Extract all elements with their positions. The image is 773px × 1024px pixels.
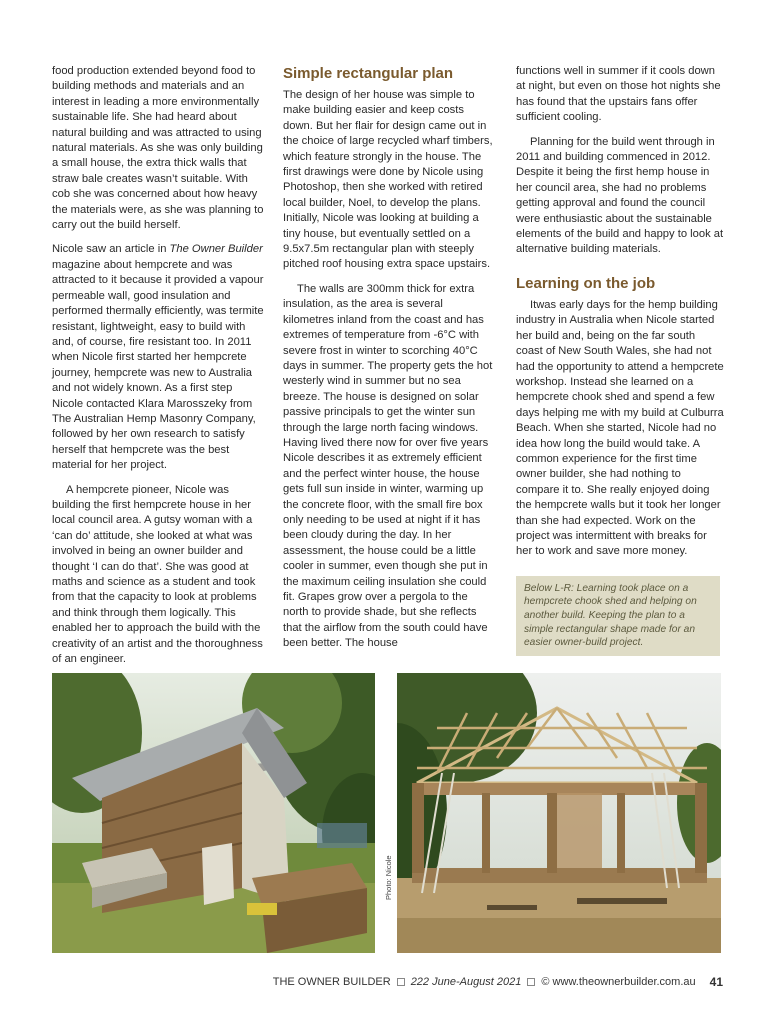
chook-shed-illustration [52, 673, 375, 953]
section-heading: Learning on the job [516, 274, 656, 292]
paragraph: A hempcrete pioneer, Nicole was building the first hempcrete house in her local council area. A gutsy woman with a ‘can do’ attitude, she looked at what was involved in being an owner builder and thought ‘I can do that’. She was good at maths and science as a student and took from that the capacity to look at problems and think through them logically. This enabled her to approach the build with the creativity of an artist and the thoroughness of an engineer. [52, 483, 263, 666]
magazine-title: THE OWNER BUILDER [272, 976, 391, 988]
website-link[interactable]: © www.theownerbuilder.com.au [541, 976, 696, 988]
paragraph: The walls are 300mm thick for extra insulation, as the area is several kilometres inland from the coast and has extremes of temperature from -6°C with severe frost in winter to scorching 40°C days in summer. The property gets the hot westerly wind in summer but no sea breeze. The house is designed on solar passive principals to get the winter sun through the large north facing windows. Having lived there now for over five years Nicole describes it as extremely efficient and the perfect winter house, the house gets full sun inside in winter, warming up the concrete floor, with the small fire box only needing to be used at night if it has been cloudy during the day. In her assessment, the house could be a little cooler in summer, even though she put in the maximum ceiling insulation she could fit. Grapes grow over a pergola to the north to provide shade, but she reflects that the airflow from the south could have been better. The house [283, 282, 493, 650]
photo-house-frame [397, 673, 721, 953]
paragraph: The design of her house was simple to make building easier and keep costs down. But her flair for design came out in the choice of large recycled wharf timbers, which feature strongly in the house. The first drawings were done by Nicole using Photoshop, then she worked with retired local builder, Noel, to develop the plans. Initially, Nicole was looking at building a tiny house, but eventually settled on a 9.5x7.5m rectangular plan with steeply pitched roof housing extra space upstairs. [283, 89, 493, 271]
magazine-name: The Owner Builder [169, 243, 263, 256]
photo-caption: Below L-R: Learning took place on a hempcrete chook shed and helping on another build. Keeping the plan to a simple rectangular shape made for an easier owner-build project. [516, 576, 720, 656]
separator-icon [527, 978, 535, 986]
paragraph: Planning for the build went through in 2011 and building commenced in 2012. Despite it being the first hemp house in her council area, she had no problems getting approval and found the council were enthusiastic about the sustainable elements of the build and happy to look at alternative building materials. [516, 135, 724, 256]
text-run: magazine about hempcrete and was attracted to it because it provided a vapour permeable wall, good insulation and performed thermally efficiently, was termite resistant, lightweight, easy to build with and, of course, fire resistant too. In 2011 when Nicole first started her hempcrete journey, hempcrete was new to Australia and not widely known. As a first step Nicole contacted Klara Marosszeky from The Australian Hemp Masonry Company, followed by her own research to satisfy herself that hempcrete was the best material for her project. [52, 258, 264, 472]
text-run: Nicole saw an article in [52, 243, 170, 256]
photo-credit: Photo: Nicole [384, 855, 393, 900]
paragraph: functions well in summer if it cools down at night, but even on those hot nights she has found that the upstairs fans offer sufficient cooling. [516, 65, 721, 124]
paragraph: food production extended beyond food to building methods and materials and an interest in leading a more environmentally sustainable life. She had heard about natural building and was attracted to using natural materials. As she was only building a small house, the extra thick walls that straw bale creates wasn’t suitable. With cob she was concerned about how heavy the materials were, as she was planning to carry out the build herself. [52, 65, 264, 232]
text-column-2 [283, 64, 495, 661]
issue-info: 222 June-August 2021 [410, 976, 522, 988]
section-heading: Simple rectangular plan [283, 65, 454, 82]
separator-icon [397, 978, 405, 986]
photo-chook-shed [52, 673, 375, 953]
paragraph: Itwas early days for the hemp building industry in Australia when Nicole started her build and, being on the far south coast of New South Wales, she had not had the opportunity to attend a hempcrete workshop. Instead she learned on a hempcrete chook shed and spend a few days helping me with my build at Culburra Beach. When she started, Nicole had no idea how long the build would take. A common experience for the first time owner builder, she had nothing to compare it to. She really enjoyed doing the hempcrete walls but it took her longer than she had expected. Work on the project was intermittent with breaks for her to work and save more money. [516, 298, 724, 558]
text-column-3 [516, 64, 724, 656]
page-number: 41 [709, 975, 723, 989]
page-footer [273, 975, 723, 989]
house-frame-illustration [397, 673, 721, 953]
text-column-1 [52, 64, 264, 676]
paragraph [52, 242, 264, 473]
